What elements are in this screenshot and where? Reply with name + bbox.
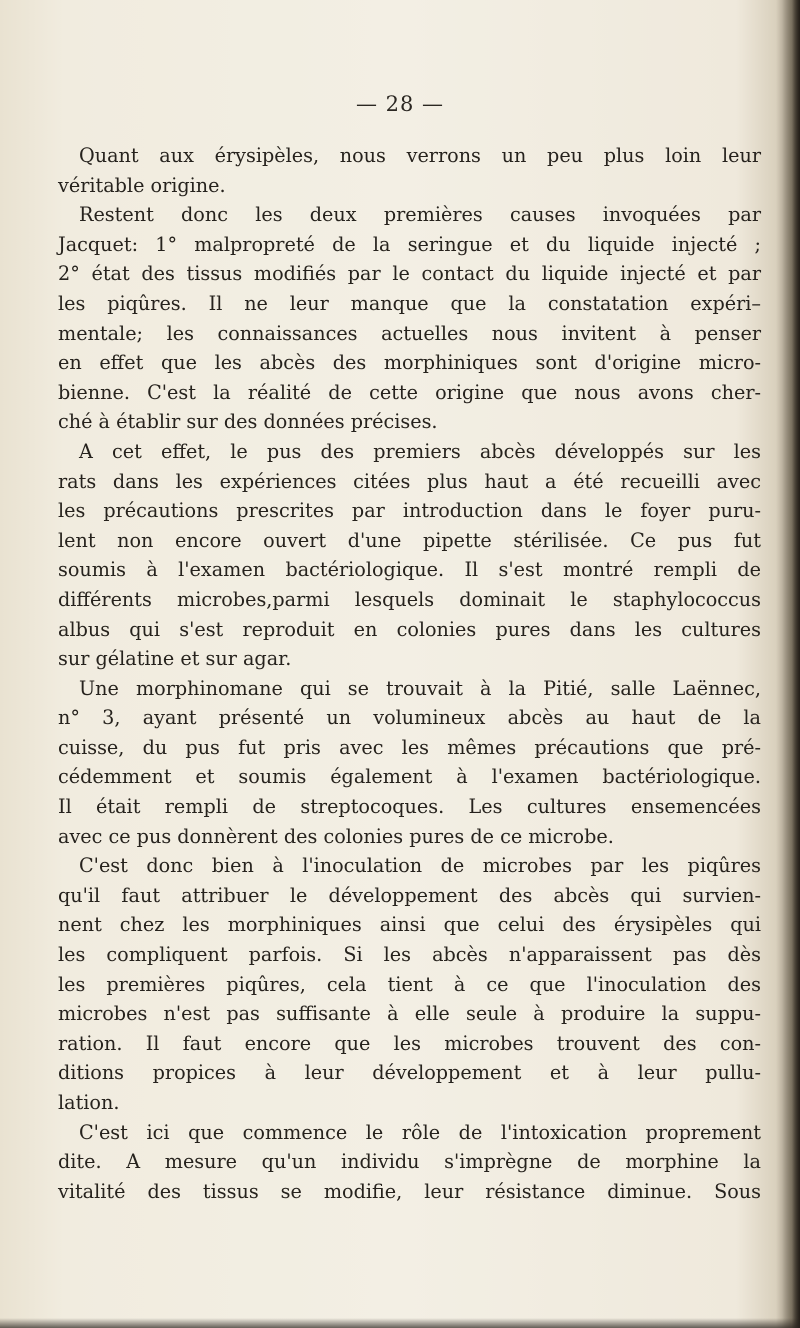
text-line: ditions propices à leur développement et à leur pullu- xyxy=(58,1061,761,1085)
text-line: Restent donc les deux premières causes invoquées par xyxy=(79,203,761,227)
text-line: C'est ici que commence le rôle de l'intoxication proprement xyxy=(79,1120,761,1144)
text-line: cuisse, du pus fut pris avec les mêmes précautions que pré- xyxy=(58,735,761,759)
text-line: A cet effet, le pus des premiers abcès développés sur les xyxy=(79,439,761,463)
text-line: les premières piqûres, cela tient à ce que l'inoculation des xyxy=(58,972,761,996)
text-line: nent chez les morphiniques ainsi que celui des érysipèles qui xyxy=(58,913,761,937)
text-line: véritable origine. xyxy=(58,173,226,197)
page-bottom-shadow xyxy=(0,1318,800,1328)
text-line: en effet que les abcès des morphiniques sont d'origine micro- xyxy=(58,351,761,375)
text-line: ration. Il faut encore que les microbes trouvent des con- xyxy=(58,1031,761,1055)
text-line: n° 3, ayant présenté un volumineux abcès au haut de la xyxy=(58,706,761,730)
text-line: Il était rempli de streptocoques. Les cultures ensemencées xyxy=(58,795,761,819)
text-line: vitalité des tissus se modifie, leur résistance diminue. Sous xyxy=(58,1179,761,1203)
page-edge-shadow xyxy=(782,0,800,1328)
text-line: lent non encore ouvert d'une pipette stérilisée. Ce pus fut xyxy=(58,528,761,552)
page-number: — 28 — xyxy=(355,92,445,116)
text-line: les précautions prescrites par introduction dans le foyer puru- xyxy=(58,499,761,523)
text-line: avec ce pus donnèrent des colonies pures de ce microbe. xyxy=(58,824,614,848)
text-line: Jacquet: 1° malpropreté de la seringue et du liquide injecté ; xyxy=(58,232,761,256)
text-line: mentale; les connaissances actuelles nous invitent à penser xyxy=(58,321,761,345)
text-line: C'est donc bien à l'inoculation de microbes par les piqûres xyxy=(79,854,761,878)
text-line: albus qui s'est reproduit en colonies pures dans les cultures xyxy=(58,617,761,641)
text-line: ché à établir sur des données précises. xyxy=(58,410,438,434)
text-line: lation. xyxy=(58,1091,120,1114)
text-line: 2° état des tissus modifiés par le contact du liquide injecté et par xyxy=(58,262,761,286)
text-line: bienne. C'est la réalité de cette origine que nous avons cher- xyxy=(58,380,761,404)
text-line: différents microbes,parmi lesquels dominait le staphylococcus xyxy=(58,587,761,611)
text-line: Une morphinomane qui se trouvait à la Pitié, salle Laënnec, xyxy=(79,676,761,700)
text-line: les piqûres. Il ne leur manque que la constatation expéri– xyxy=(58,291,761,315)
text-line: rats dans les expériences citées plus haut a été recueilli avec xyxy=(58,469,761,493)
text-line: microbes n'est pas suffisante à elle seule à produire la suppu- xyxy=(58,1002,761,1026)
text-line: les compliquent parfois. Si les abcès n'apparaissent pas dès xyxy=(58,943,761,967)
text-line: qu'il faut attribuer le développement des abcès qui survien- xyxy=(58,883,761,907)
text-line: cédemment et soumis également à l'examen bactériologique. xyxy=(58,765,761,789)
text-line: Quant aux érysipèles, nous verrons un peu plus loin leur xyxy=(79,144,761,167)
text-line: soumis à l'examen bactériologique. Il s'est montré rempli de xyxy=(58,558,761,582)
text-line: sur gélatine et sur agar. xyxy=(58,647,292,671)
text-line: dite. A mesure qu'un individu s'imprègne de morphine la xyxy=(58,1150,761,1174)
body-text xyxy=(58,141,761,1206)
